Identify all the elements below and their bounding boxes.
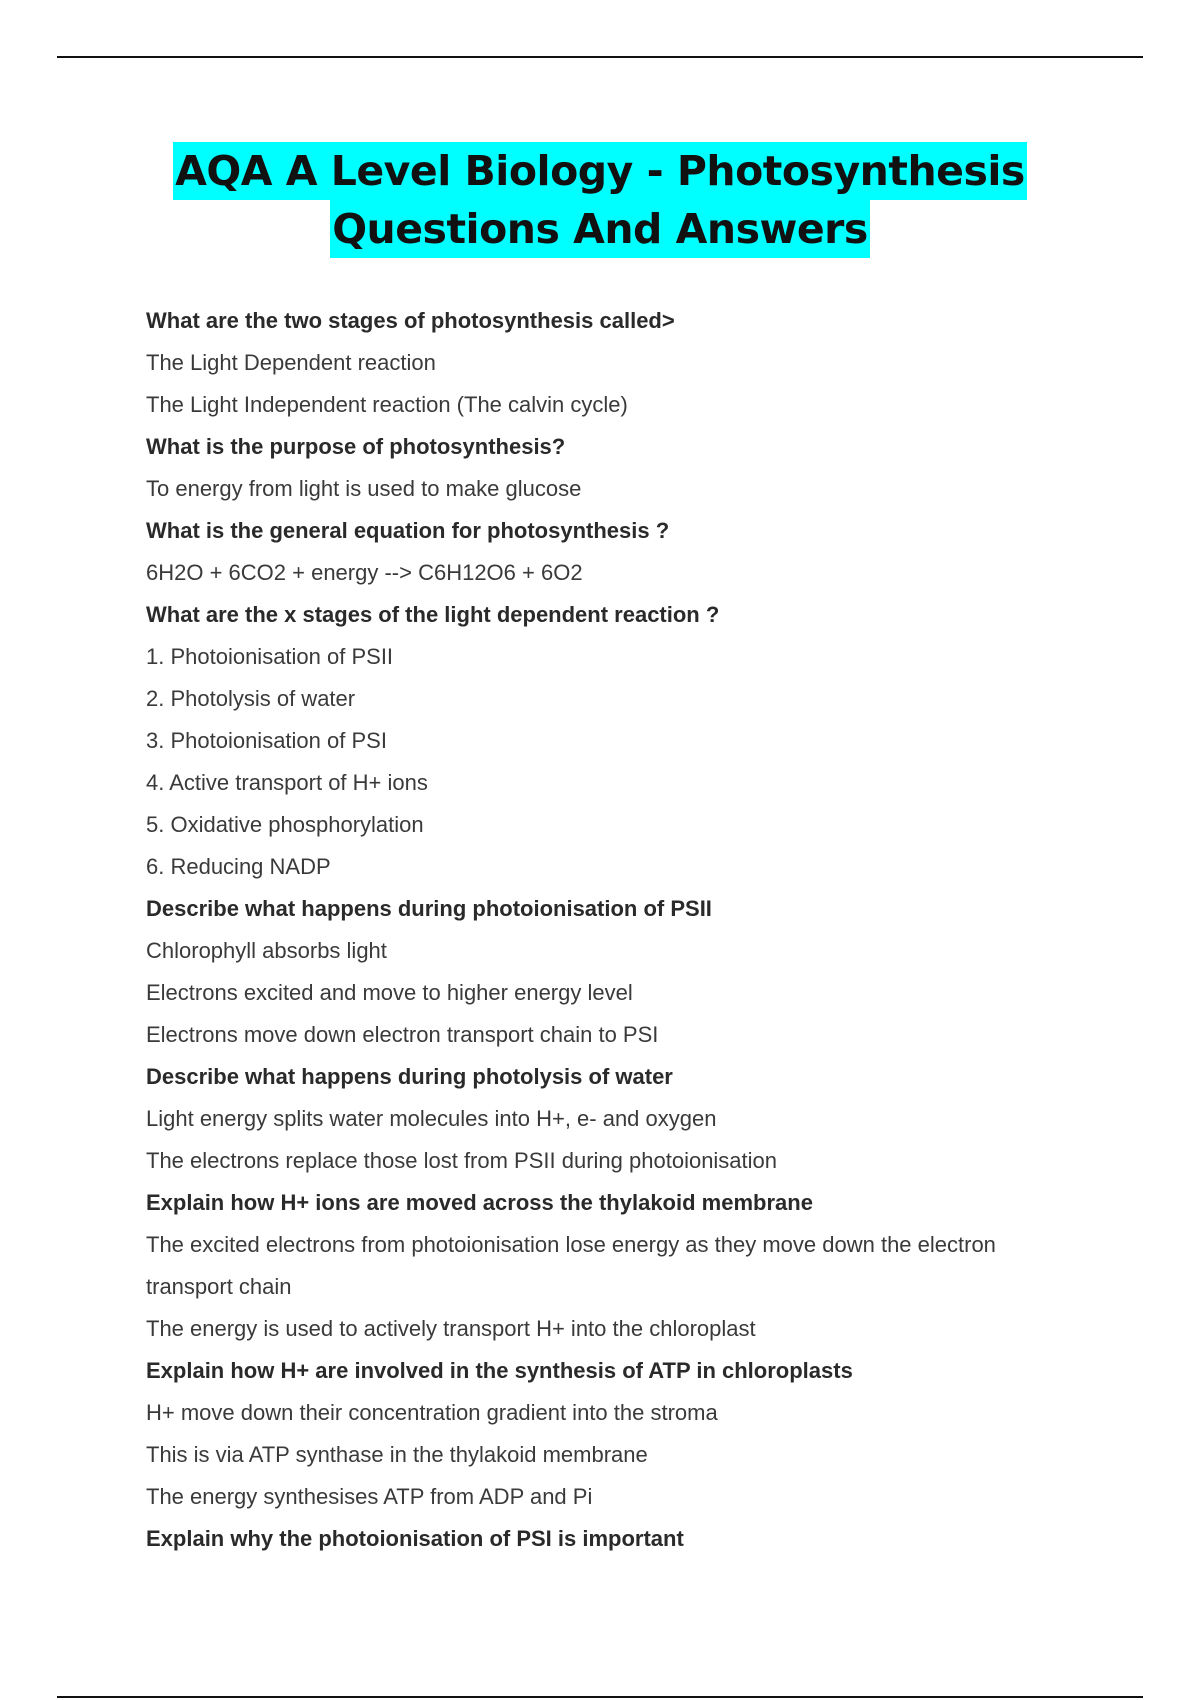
question: What are the two stages of photosynthesis called>: [146, 308, 675, 333]
answer: 3. Photoionisation of PSI: [146, 728, 387, 753]
answer: The Light Dependent reaction: [146, 350, 436, 375]
answer: 4. Active transport of H+ ions: [146, 770, 428, 795]
question: Explain how H+ are involved in the synthesis of ATP in chloroplasts: [146, 1358, 853, 1383]
answer: H+ move down their concentration gradient into the stroma: [146, 1400, 718, 1425]
answer: 1. Photoionisation of PSII: [146, 644, 394, 669]
answer: The electrons replace those lost from PSII during photoionisation: [146, 1148, 778, 1173]
answer: Electrons excited and move to higher energy level: [146, 980, 633, 1005]
question: What is the purpose of photosynthesis?: [146, 434, 566, 459]
bottom-rule: [57, 1696, 1143, 1698]
question: What is the general equation for photosynthesis ?: [146, 518, 670, 543]
question: Explain how H+ ions are moved across the thylakoid membrane: [146, 1190, 813, 1215]
answer: To energy from light is used to make glucose: [146, 476, 582, 501]
answer: The energy is used to actively transport H+ into the chloroplast: [146, 1316, 756, 1341]
answer: Light energy splits water molecules into H+, e- and oxygen: [146, 1106, 717, 1131]
question: Describe what happens during photoionisation of PSII: [146, 896, 712, 921]
title-line-2: Questions And Answers: [330, 200, 870, 258]
answer: The Light Independent reaction (The calvin cycle): [146, 392, 628, 417]
answer: Chlorophyll absorbs light: [146, 938, 387, 963]
answer: 6. Reducing NADP: [146, 854, 331, 879]
answer: 2. Photolysis of water: [146, 686, 356, 711]
title-line-1: AQA A Level Biology - Photosynthesis: [173, 142, 1027, 200]
answer: 5. Oxidative phosphorylation: [146, 812, 424, 837]
question: Explain why the photoionisation of PSI is important: [146, 1526, 684, 1551]
answer: Electrons move down electron transport chain to PSI: [146, 1022, 659, 1047]
answer: The excited electrons from photoionisation lose energy as they move down the electron transport chain: [146, 1232, 996, 1299]
question: What are the x stages of the light dependent reaction ?: [146, 602, 720, 627]
qa-content: [146, 300, 1046, 1560]
answer: This is via ATP synthase in the thylakoid membrane: [146, 1442, 648, 1467]
answer: The energy synthesises ATP from ADP and Pi: [146, 1484, 593, 1509]
question: Describe what happens during photolysis of water: [146, 1064, 673, 1089]
top-rule: [57, 56, 1143, 58]
answer: 6H2O + 6CO2 + energy --> C6H12O6 + 6O2: [146, 560, 583, 585]
document-title: [0, 142, 1200, 258]
